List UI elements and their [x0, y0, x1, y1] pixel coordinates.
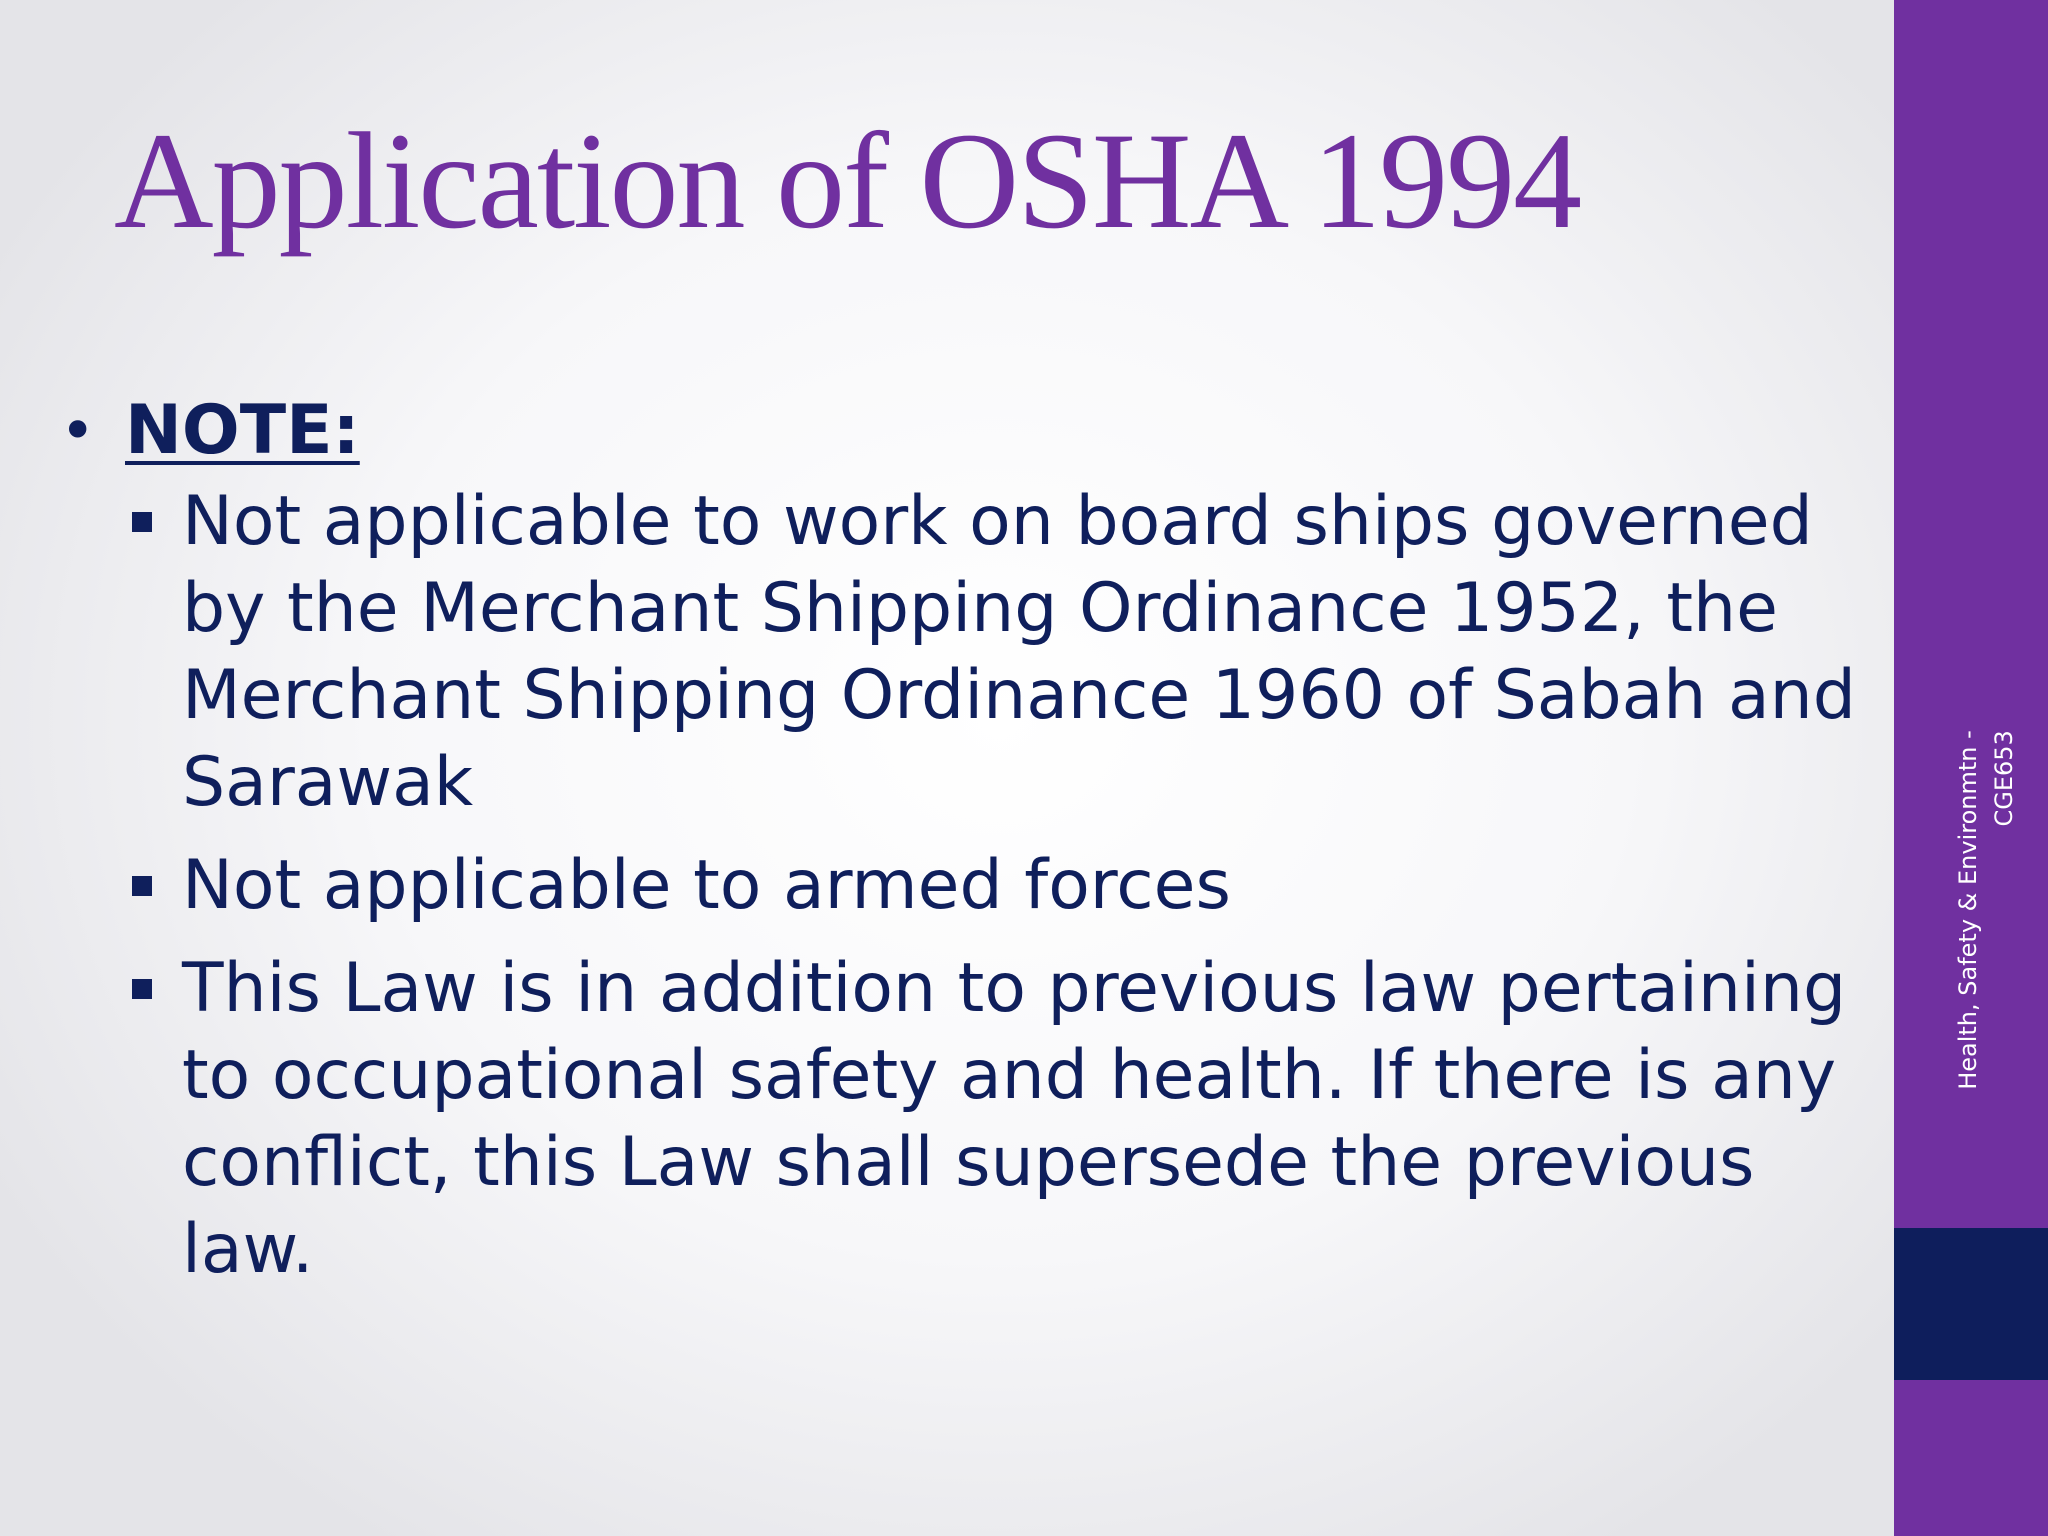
- footer-line-2: CGE653: [1990, 730, 2018, 827]
- slide-title: Application of OSHA 1994: [114, 104, 1581, 257]
- slide-body: [60, 390, 1880, 1309]
- list-item-text: This Law is in addition to previous law pertaining to occupational safety and health. If there is any conflict, this Law shall supersede the previous law.: [182, 949, 1847, 1289]
- list-item-text: Not applicable to work on board ships governed by the Merchant Shipping Ordinance 1952, the Merchant Shipping Ordinance 1960 of Sabah and Sarawak: [182, 482, 1856, 822]
- list-item-text: Not applicable to armed forces: [182, 846, 1231, 925]
- footer-line-1: Health, Safety & Environmtn -: [1954, 730, 1982, 1090]
- square-bullet-icon: [132, 979, 152, 999]
- square-bullet-icon: [132, 512, 152, 532]
- list-item: [182, 478, 1880, 826]
- note-bullet: [60, 390, 1880, 472]
- square-bullet-icon: [132, 876, 152, 896]
- side-accent-band: [1894, 1228, 2048, 1380]
- footer-text: [1950, 730, 2022, 1090]
- list-item: [182, 842, 1880, 929]
- list-item: [182, 945, 1880, 1293]
- note-label: NOTE:: [125, 391, 360, 470]
- bullet-dot-icon: •: [60, 396, 96, 466]
- note-sub-list: [60, 478, 1880, 1293]
